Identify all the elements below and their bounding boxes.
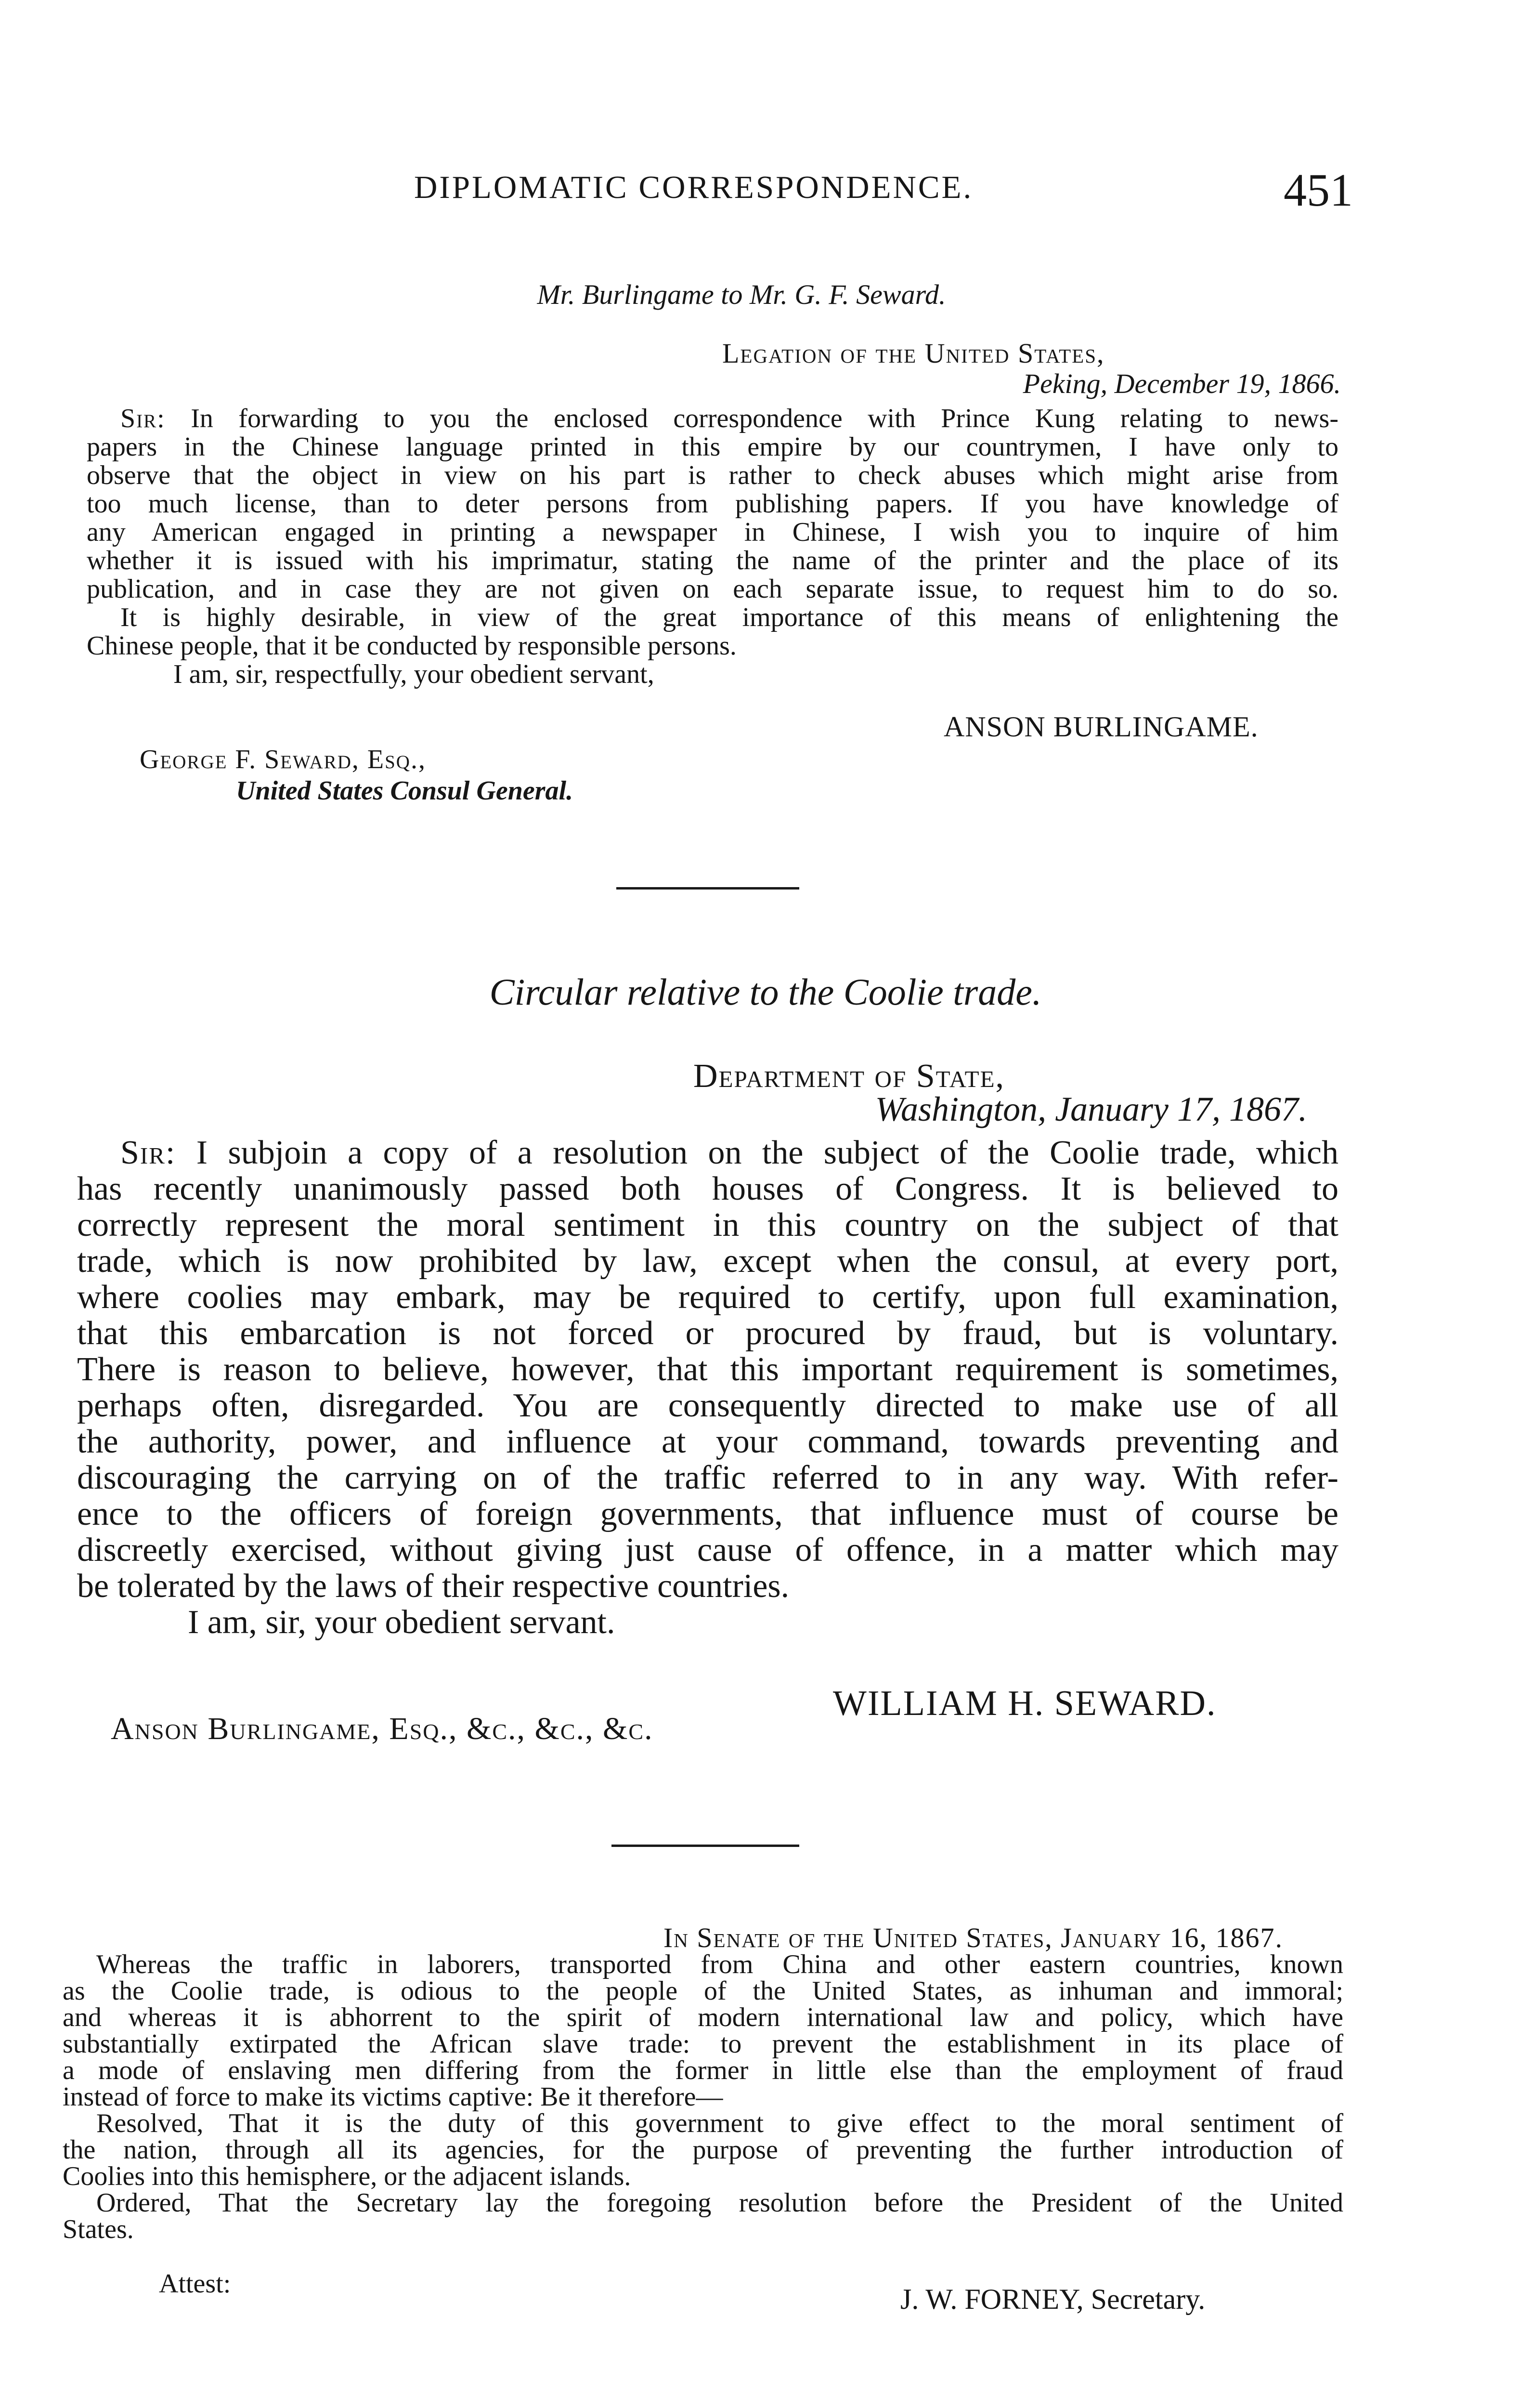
section-divider bbox=[616, 887, 799, 890]
circular-closing: I am, sir, your obedient servant. bbox=[188, 1604, 615, 1641]
senate-line: substantially extirpated the African slave trade: to prevent the establishment in its place of bbox=[63, 2029, 1343, 2059]
letter-line: It is highly desirable, in view of the great importance of this means of enlightening the bbox=[120, 602, 1338, 632]
letter-addressee-name: George F. Seward, Esq., bbox=[140, 745, 426, 774]
circular-line: trade, which is now prohibited by law, except when the consul, at every port, bbox=[77, 1243, 1338, 1280]
letter-closing: I am, sir, respectfully, your obedient servant, bbox=[173, 659, 654, 689]
letter-line: publication, and in case they are not given on each separate issue, to request him to do so. bbox=[87, 574, 1338, 604]
senate-line: Resolved, That it is the duty of this government to give effect to the moral sentiment of bbox=[96, 2108, 1343, 2138]
senate-body bbox=[63, 1951, 1343, 2243]
circular-line: discreetly exercised, without giving just cause of offence, in a matter which may bbox=[77, 1531, 1338, 1569]
circular-line: There is reason to believe, however, that this important requirement is sometimes, bbox=[77, 1351, 1338, 1388]
circular-line: discouraging the carrying on of the traffic referred to in any way. With refer- bbox=[77, 1459, 1338, 1496]
salutation: Sir: bbox=[120, 1134, 176, 1171]
circular-line bbox=[77, 1135, 1338, 1171]
circular-signature: WILLIAM H. SEWARD. bbox=[833, 1684, 1217, 1723]
letter-addressee-title: United States Consul General. bbox=[236, 776, 573, 806]
senate-attest: Attest: bbox=[159, 2269, 231, 2299]
circular-title: Circular relative to the Coolie trade. bbox=[489, 971, 1042, 1013]
section-divider bbox=[611, 1845, 799, 1847]
line-text: In forwarding to you the enclosed correspondence with Prince Kung relating to news- bbox=[191, 404, 1339, 433]
letter-line: papers in the Chinese language printed in this empire by our countrymen, I have only to bbox=[87, 432, 1338, 462]
salutation: Sir: bbox=[120, 404, 166, 433]
circular-line: where coolies may embark, may be required to certify, upon full examination, bbox=[77, 1279, 1338, 1316]
letter-line: Chinese people, that it be conducted by responsible persons. bbox=[87, 631, 737, 661]
letter-body bbox=[87, 405, 1338, 689]
senate-signature: J. W. FORNEY, Secretary. bbox=[900, 2283, 1206, 2315]
circular-body bbox=[77, 1135, 1338, 1640]
senate-line: instead of force to make its victims captive: Be it therefore— bbox=[63, 2082, 723, 2112]
circular-place: Department of State, bbox=[693, 1058, 1005, 1095]
letter-place: Legation of the United States, bbox=[722, 338, 1105, 369]
page-number: 451 bbox=[1284, 164, 1353, 216]
senate-line: States. bbox=[63, 2214, 134, 2244]
circular-line: be tolerated by the laws of their respective countries. bbox=[77, 1568, 790, 1605]
circular-line: ence to the officers of foreign governments, that influence must of course be bbox=[77, 1495, 1338, 1532]
circular-line: has recently unanimously passed both houses of Congress. It is believed to bbox=[77, 1170, 1338, 1207]
senate-line: Ordered, That the Secretary lay the foregoing resolution before the President of the United bbox=[96, 2188, 1343, 2218]
senate-line: Coolies into this hemisphere, or the adjacent islands. bbox=[63, 2161, 631, 2191]
circular-line: perhaps often, disregarded. You are consequently directed to make use of all bbox=[77, 1387, 1338, 1424]
senate-heading: In Senate of the United States, January 16, 1867. bbox=[663, 1922, 1283, 1953]
letter-signature: ANSON BURLINGAME. bbox=[944, 711, 1259, 743]
letter-line bbox=[87, 405, 1338, 433]
circular-line: that this embarcation is not forced or procured by fraud, but is voluntary. bbox=[77, 1315, 1338, 1352]
letter-line: any American engaged in printing a newspaper in Chinese, I wish you to inquire of him bbox=[87, 517, 1338, 547]
letter-date: Peking, December 19, 1866. bbox=[1023, 368, 1341, 399]
circular-date: Washington, January 17, 1867. bbox=[875, 1090, 1307, 1128]
letter-line: too much license, than to deter persons from publishing papers. If you have knowledge of bbox=[87, 489, 1338, 519]
circular-line: correctly represent the moral sentiment in this country on the subject of that bbox=[77, 1206, 1338, 1243]
senate-line: a mode of enslaving men differing from the former in little else than the employment of fraud bbox=[63, 2055, 1343, 2085]
page-header bbox=[414, 166, 1353, 219]
circular-addressee: Anson Burlingame, Esq., &c., &c., &c. bbox=[111, 1711, 653, 1746]
senate-line: as the Coolie trade, is odious to the people of the United States, as inhuman and immoral; bbox=[63, 1976, 1343, 2006]
senate-line: the nation, through all its agencies, for the purpose of preventing the further introduction of bbox=[63, 2135, 1343, 2165]
letter-heading: Mr. Burlingame to Mr. G. F. Seward. bbox=[537, 279, 946, 310]
senate-line: and whereas it is abhorrent to the spirit of modern international law and policy, which have bbox=[63, 2002, 1343, 2032]
line-text: I subjoin a copy of a resolution on the subject of the Coolie trade, which bbox=[196, 1134, 1339, 1171]
letter-line: observe that the object in view on his part is rather to check abuses which might arise from bbox=[87, 460, 1338, 490]
senate-line: Whereas the traffic in laborers, transported from China and other eastern countries, known bbox=[96, 1950, 1343, 1979]
letter-line: whether it is issued with his imprimatur, stating the name of the printer and the place of its bbox=[87, 546, 1338, 576]
circular-line: the authority, power, and influence at your command, towards preventing and bbox=[77, 1423, 1338, 1460]
running-title: DIPLOMATIC CORRESPONDENCE. bbox=[414, 170, 974, 205]
